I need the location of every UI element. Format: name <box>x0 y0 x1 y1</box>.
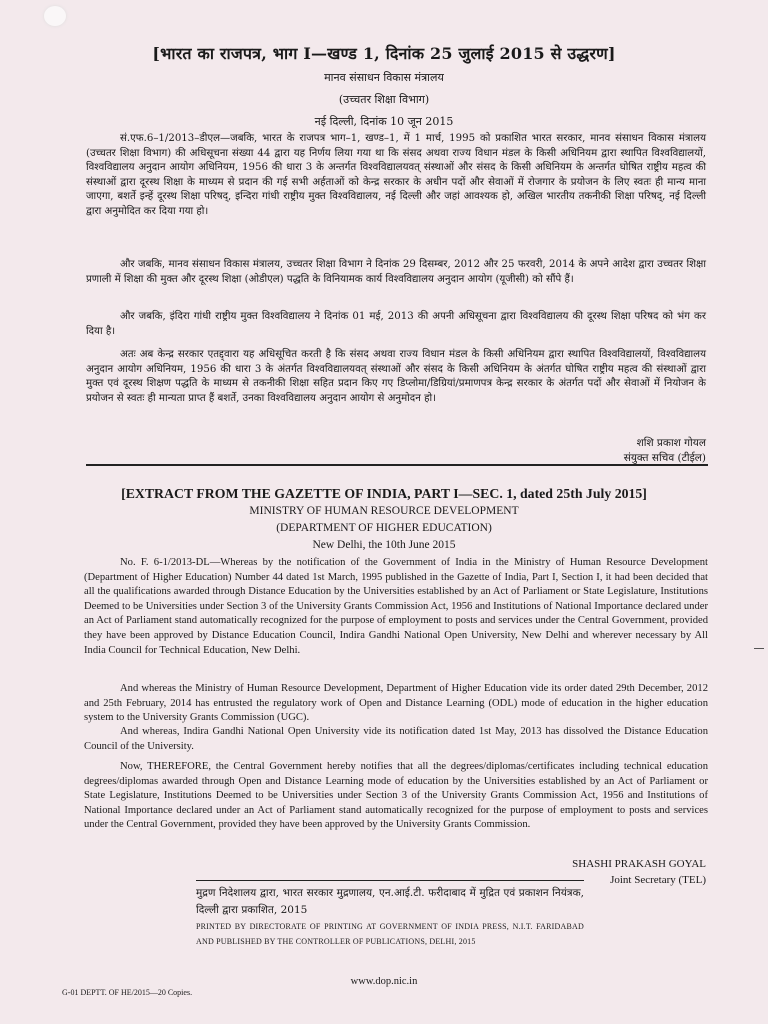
punch-hole <box>44 6 66 26</box>
footer-code: G-01 DEPTT. OF HE/2015—20 Copies. <box>62 988 193 997</box>
english-ministry: MINISTRY OF HUMAN RESOURCE DEVELOPMENT <box>249 505 519 517</box>
hindi-designation: संयुक्त सचिव (टीईल) <box>623 452 706 464</box>
hindi-ministry: मानव संसाधन विकास मंत्रालय <box>324 71 444 84</box>
website-link[interactable]: www.dop.nic.in <box>350 976 418 987</box>
imprint-hindi: मुद्रण निदेशालय द्वारा, भारत सरकार मुद्रणालय, एन.आई.टी. फरीदाबाद में मुद्रित एवं प्रकाशन नियंत्रक, दिल्ली द्वारा प्रकाशित, 2015 <box>196 887 584 916</box>
english-place-date: New Delhi, the 10th June 2015 <box>312 539 456 551</box>
hindi-heading: [भारत का राजपत्र, भाग I—खण्ड 1, दिनांक 25 जुलाई 2015 से उद्धरण] <box>152 44 616 63</box>
hindi-paragraph-2: और जबकि, मानव संसाधन विकास मंत्रालय, उच्चतर शिक्षा विभाग ने दिनांक 29 दिसम्बर, 2012 और 25 फरवरी, 2014 के अपने आदेश द्वारा उच्चतर शिक्षा प्रणाली में शिक्षा की मुक्त और दूरस्थ शिक्षा (ओडीएल) पद्धति के विनियामक कार्य विश्वविद्यालय अनुदान आयोग (यूजीसी) को सौंपे हैं। <box>86 259 706 285</box>
english-heading: [EXTRACT FROM THE GAZETTE OF INDIA, PART I—SEC. 1, dated 25th July 2015] <box>121 486 647 501</box>
hindi-paragraph-3: और जबकि, इंदिरा गांधी राष्ट्रीय मुक्त विश्वविद्यालय ने दिनांक 01 मई, 2013 की अपनी अधिसूचना द्वारा विश्वविद्यालय की दूरस्थ शिक्षा परिषद को भंग कर दिया है। <box>86 311 706 337</box>
english-paragraph-2: And whereas the Ministry of Human Resource Development, Department of Higher Education vide its order dated 29th December, 2012 and 25th February, 2014 has entrusted the regulatory work of Open and Distance Learning (ODL) mode of education in the higher education system to the University Grants Commission (UGC). <box>84 683 708 724</box>
imprint-english: PRINTED BY DIRECTORATE OF PRINTING AT GOVERNMENT OF INDIA PRESS, N.I.T. FARIDABAD AND PUBLISHED BY THE CONTROLLER OF PUBLICATIONS, DELHI, 2015 <box>196 922 584 946</box>
english-paragraph-1: No. F. 6-1/2013-DL—Whereas by the notification of the Government of India in the Ministry of Human Resource Development (Department of Higher Education) Number 44 dated 1st March, 1995 published in the Gazette of India, Part I, Section I, it had been decided that all the qualifications awarded through Distance Education by the Universities established by an Act of Parliament or State Legislature, Institutions Deemed to be Universities under Section 3 of the University Grants Commission Act, 1956 and Institutions of National Importance declared under an Act of Parliament stand automatically recognized for the purpose of employment to posts and services under the Central Government, provided they have been approved by Distance Education Council, Indira Gandhi National Open University, New Delhi and wherever necessary by All India Council for Technical Education, New Delhi. <box>84 557 708 656</box>
hindi-place-date: नई दिल्ली, दिनांक 10 जून 2015 <box>314 115 454 128</box>
english-paragraph-3: And whereas, Indira Gandhi National Open University vide its notification dated 1st May, 2013 has dissolved the Distance Education Council of the University. <box>84 726 708 752</box>
english-department: (DEPARTMENT OF HIGHER EDUCATION) <box>276 522 492 534</box>
hindi-signatory: शशि प्रकाश गोयल <box>636 437 706 449</box>
english-paragraph-4: Now, THEREFORE, the Central Government hereby notifies that all the degrees/diplomas/certificates including technical education degrees/diplomas awarded through Open and Distance Learning mode of education by the Universities established by an Act of Parliament or State Legislature, Institutions Deemed to be Universities under Section 3 of the University Grants Commission Act, 1956 and Institutions of National Importance declared under an Act of Parliament stand automatically recognized for the purpose of employment to posts and services under the Central Government, provided they have been approved by the University Grants Commission. <box>84 761 708 831</box>
section-divider <box>86 464 708 466</box>
english-designation: Joint Secretary (TEL) <box>610 874 706 886</box>
printer-imprint <box>196 880 584 949</box>
english-signatory: SHASHI PRAKASH GOYAL <box>572 858 706 870</box>
hindi-paragraph-1: सं.एफ.6–1/2013–डीएल—जबकि, भारत के राजपत्र भाग–1, खण्ड–1, में 1 मार्च, 1995 को प्रकाशित भारत सरकार, मानव संसाधन विकास मंत्रालय (उच्चतर शिक्षा विभाग) की अधिसूचना संख्या 44 द्वारा यह निर्णय लिया गया था कि संसद अथवा राज्य विधान मंडल के किसी अधिनियम द्वारा स्थापित विश्वविद्यालयों, विश्वविद्यालय अनुदान आयोग अधिनियम, 1956 की धारा 3 के अन्तर्गत विश्वविद्यालयवत् संस्थाओं और संसद के किसी अधिनियम के अन्तर्गत घोषित राष्ट्रीय महत्व की संस्थाओं द्वारा दूरस्थ शिक्षा के माध्यम से प्रदान की गई सभी अर्हताओं को केन्द्र सरकार के अधीन पदों और सेवाओं में रोजगार के प्रयोजन के लिए स्वतः ही मान्य माना जाएगा, बशर्ते इन्हें दूरस्थ शिक्षा परिषद्, इन्दिरा गांधी राष्ट्रीय मुक्त विश्वविद्यालय, नई दिल्ली और जहां आवश्यक हो, अखिल भारतीय तकनीकी शिक्षा परिषद्, नई दिल्ली द्वारा अनुमोदित कर दिया गया हो। <box>86 133 706 217</box>
hindi-paragraph-4: अतः अब केन्द्र सरकार एतद्द्वारा यह अधिसूचित करती है कि संसद अथवा राज्य विधान मंडल के किसी अधिनियम द्वारा स्थापित विश्वविद्यालयों, विश्वविद्यालय अनुदान आयोग अधिनियम, 1956 की धारा 3 के अंतर्गत विश्वविद्यालयवत् संस्थाओं और संसद के किसी अधिनियम के अंतर्गत घोषित राष्ट्रीय महत्व की संस्थाओं द्वारा मुक्त एवं दूरस्थ शिक्षण पद्धति के माध्यम से तकनीकी शिक्षा सहित प्रदान किए गए डिप्लोमा/डिग्रियां/प्रमाणपत्र केन्द्र सरकार के अंतर्गत पदों और सेवाओं में नियोजन के प्रयोजन से स्वतः ही मान्यता प्राप्त हैं बशर्ते, उनका विश्वविद्यालय अनुदान आयोग से अनुमोदन हो। <box>86 349 706 404</box>
hindi-department: (उच्चतर शिक्षा विभाग) <box>338 93 430 106</box>
margin-mark <box>754 648 764 649</box>
